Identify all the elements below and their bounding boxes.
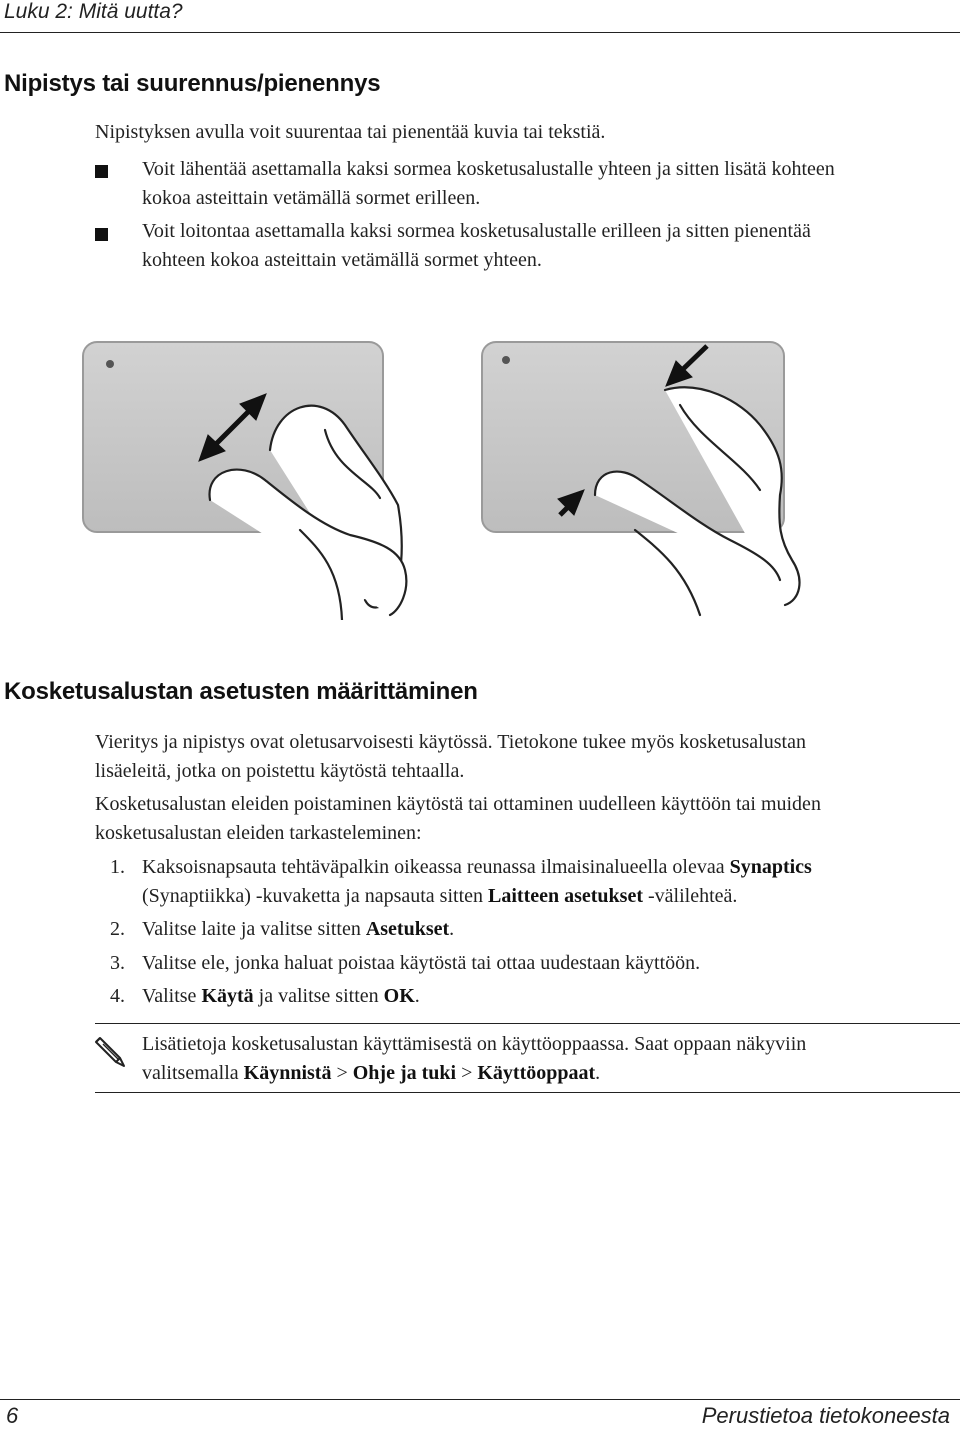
step-1: Kaksoisnapsauta tehtäväpalkin oikeassa reunassa ilmaisinalueella olevaa Synaptics (Synaptiikka) -kuvaketta ja napsauta sitten Laitteen asetukset -välilehteä. <box>142 856 812 907</box>
pinch-intro: Nipistyksen avulla voit suurentaa tai pienentää kuvia tai tekstiä. <box>95 121 606 143</box>
step-number: 2. <box>110 918 125 940</box>
bullet-zoom-in: Voit lähentää asettamalla kaksi sormea kosketusalustalle yhteen ja sitten lisätä kohteen kokoa asteittain vetämällä sormet erilleen. <box>142 158 835 209</box>
footer-rule <box>0 1399 960 1400</box>
step-4: Valitse Käytä ja valitse sitten OK. <box>142 985 420 1007</box>
pinch-gesture-illustration <box>80 330 820 620</box>
step-2: Valitse laite ja valitse sitten Asetukset. <box>142 918 455 940</box>
step-number: 1. <box>110 856 125 878</box>
header-rule <box>0 32 960 33</box>
note-bottom-rule <box>95 1092 960 1093</box>
step-number: 4. <box>110 985 125 1007</box>
note-top-rule <box>95 1023 960 1024</box>
pencil-note-icon <box>94 1032 128 1068</box>
settings-para-2: Kosketusalustan eleiden poistaminen käytöstä tai ottaminen uudelleen käyttöön tai muiden kosketusalustan eleiden tarkasteleminen: <box>95 793 821 844</box>
bullet-zoom-out: Voit loitontaa asettamalla kaksi sormea kosketusalustalle erilleen ja sitten pienentää kohteen kokoa asteittain vetämällä sormet yhteen. <box>142 220 811 271</box>
section-title-settings: Kosketusalustan asetusten määrittäminen <box>4 678 478 705</box>
note-text: Lisätietoja kosketusalustan käyttämisestä on käyttöoppaassa. Saat oppaan näkyviin valitsemalla Käynnistä > Ohje ja tuki > Käyttöoppaat. <box>142 1033 807 1084</box>
step-3: Valitse ele, jonka haluat poistaa käytöstä tai ottaa uudestaan käyttöön. <box>142 952 701 974</box>
step-number: 3. <box>110 952 125 974</box>
running-header: Luku 2: Mitä uutta? <box>4 0 183 23</box>
page-number: 6 <box>6 1403 19 1428</box>
bullet-icon <box>95 228 108 241</box>
section-title-pinch: Nipistys tai suurennus/pienennys <box>4 70 381 97</box>
settings-para-1: Vieritys ja nipistys ovat oletusarvoisesti käytössä. Tietokone tukee myös kosketusalustan lisäeleitä, jotka on poistettu käytöstä tehtaalla. <box>95 731 806 782</box>
footer-book-title: Perustietoa tietokoneesta <box>701 1403 950 1428</box>
bullet-icon <box>95 165 108 178</box>
